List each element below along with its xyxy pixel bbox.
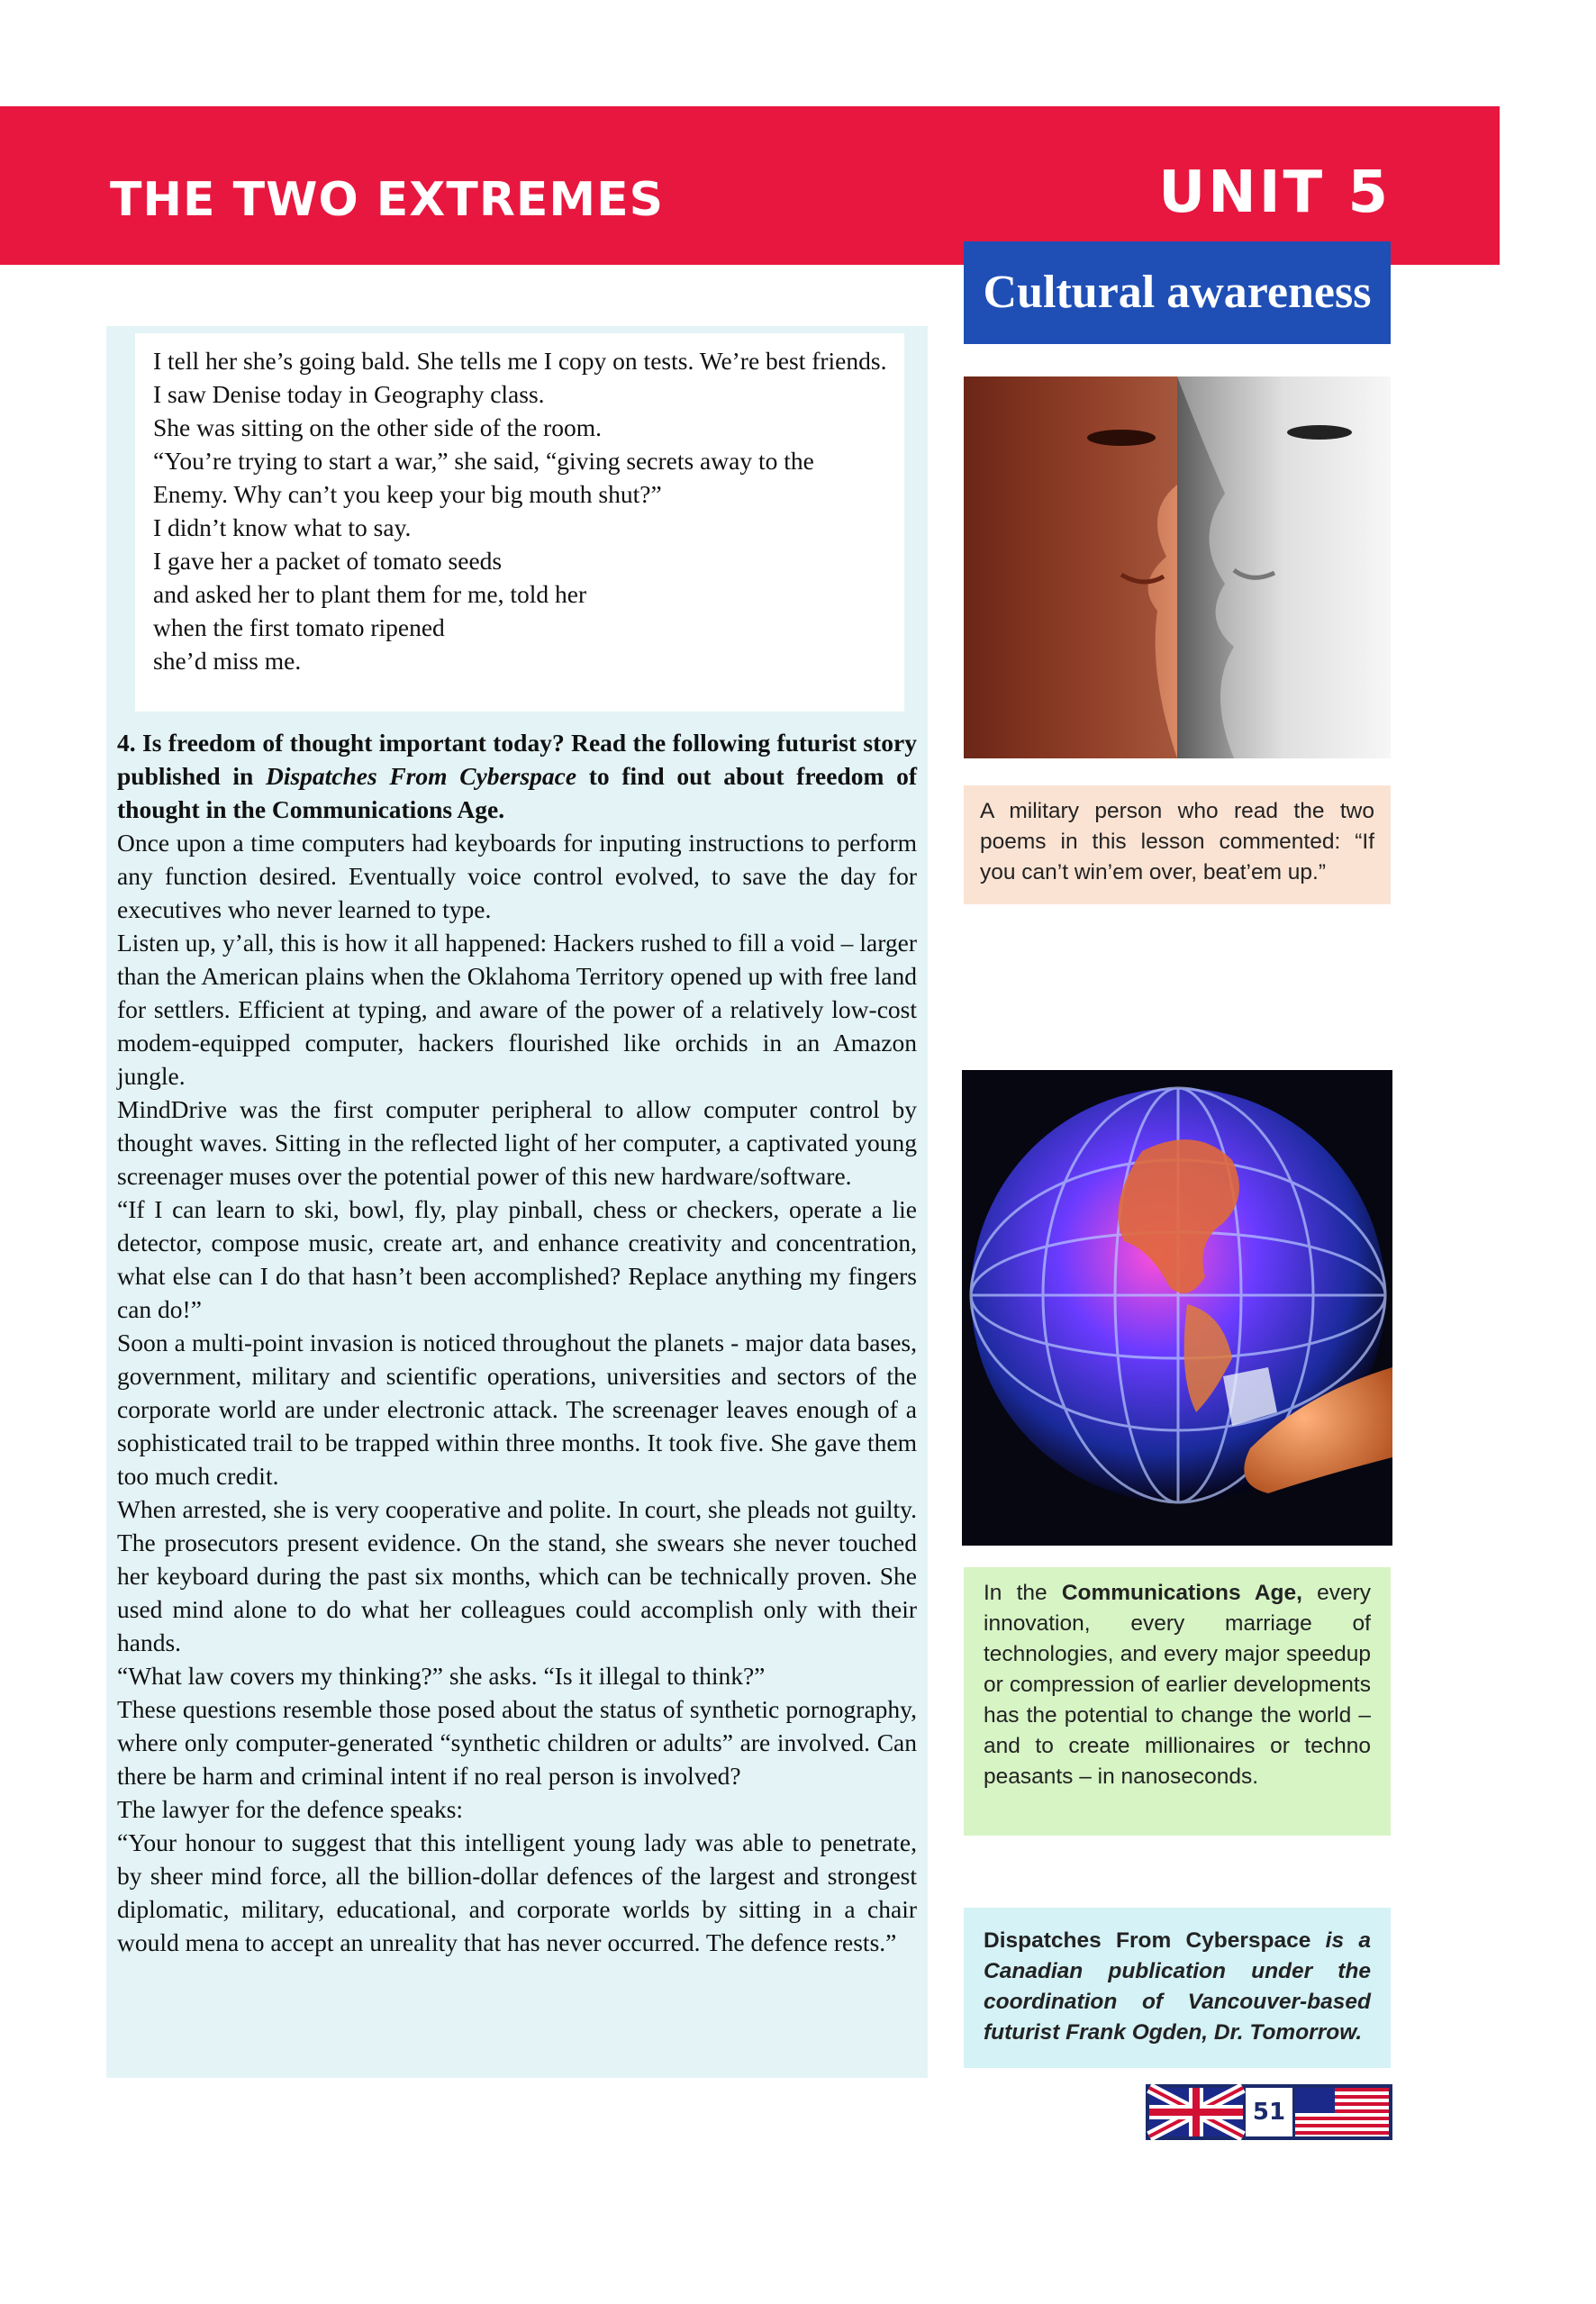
poem-line: I didn’t know what to say.: [153, 513, 412, 541]
article-paragraph: “Your honour to suggest that this intelligent young lady was able to penetrate, by sheer mind force, all the billion-dollar defences of the largest and strongest diplomatic, military, educational, and corporate worlds by sitting in a chair would mena to accept an unreality that has never occurred. The defence rests.”: [117, 1828, 917, 1956]
military-note: A military person who read the two poems in this lesson commented: “If you can’t win’em over, beat’em up.”: [964, 785, 1391, 904]
poem-line: I gave her a packet of tomato seeds: [153, 547, 503, 575]
poem-line: She was sitting on the other side of the room.: [153, 413, 602, 441]
communications-age-note: [964, 1567, 1391, 1836]
page-number: 51: [1246, 2088, 1292, 2136]
article-paragraph: These questions resemble those posed about the status of synthetic pornography, where only computer-generated “synthetic children or adults” are involved. Can there be harm and criminal intent if no real person is involved?: [117, 1695, 917, 1790]
poem-box: [135, 333, 904, 712]
article-paragraph: Soon a multi-point invasion is noticed throughout the planets - major data bases, government, military and scientific operations, universities and sectors of the corporate world are under electronic attack. The screenager leaves enough of a sophisticated trail to be trapped within three months. It took five. She gave them too much credit.: [117, 1329, 917, 1490]
article: [117, 726, 917, 1959]
poem-line: I tell her she’s going bald. She tells me I copy on tests. We’re best friends.: [153, 347, 887, 375]
poem-line: I saw Denise today in Geography class.: [153, 380, 545, 408]
poem-line: when the first tomato ripened: [153, 613, 445, 641]
poem-line: she’d miss me.: [153, 647, 302, 675]
article-paragraph: Once upon a time computers had keyboards for inputing instructions to perform any function desired. Eventually voice control evolved, to save the day for executives who never learned to type.: [117, 829, 917, 923]
note-text: every innovation, every marriage of technologies, and every major speedup or compression of earlier developments has the potential to change the world – and to create millionaires or techno peasants – in nanoseconds.: [984, 1581, 1371, 1789]
section-label: Cultural awareness: [964, 241, 1391, 344]
dispatches-note: [964, 1908, 1391, 2068]
globe-illustration: [962, 1070, 1392, 1546]
article-paragraph: When arrested, she is very cooperative and polite. In court, she pleads not guilty. The prosecutors present evidence. On the stand, she swears she never touched her keyboard during the past six months, which can be technically proven. She used mind alone to do what her colleagues could accomplish only with their hands.: [117, 1495, 917, 1656]
article-paragraph: “What law covers my thinking?” she asks. “Is it illegal to think?”: [117, 1662, 766, 1690]
uk-flag-icon: [1149, 2088, 1243, 2136]
publication-name: Dispatches From Cyberspace: [984, 1928, 1311, 1953]
article-paragraph: “If I can learn to ski, bowl, fly, play pinball, chess or checkers, operate a lie detector, compose music, create art, and enhance creativity and concentration, what else can I do that hasn’t been accomplished? Replace anything my fingers can do!”: [117, 1195, 917, 1323]
question-text: to find out about freedom of thought in the Communications Age.: [117, 762, 917, 823]
two-faces-illustration: [964, 376, 1391, 758]
page-title: THE TWO EXTREMES: [110, 173, 665, 227]
article-paragraph: MindDrive was the first computer peripheral to allow computer control by thought waves. Sitting in the reflected light of her computer, a captivated young screenager muses over the potential power of this new hardware/software.: [117, 1095, 917, 1190]
note-keyword: Communications Age,: [1061, 1581, 1302, 1605]
article-paragraph: The lawyer for the defence speaks:: [117, 1795, 464, 1823]
question-text: 4. Is freedom of thought important today? Read the following futurist story published in: [117, 729, 917, 790]
exercise-question: [117, 726, 917, 826]
note-text: In the: [984, 1581, 1062, 1605]
publication-title: Dispatches From Cyberspace: [265, 762, 577, 790]
poem-line: and asked her to plant them for me, told her: [153, 580, 587, 608]
article-paragraph: Listen up, y’all, this is how it all happened: Hackers rushed to fill a void – larger than the American plains when the Oklahoma Territory opened up with free land for settlers. Efficient at typing, and aware of the power of a relatively low-cost modem-equipped computer, hackers flourished like orchids in an Amazon jungle.: [117, 929, 917, 1090]
unit-label: UNIT 5: [1158, 159, 1391, 226]
note-text: is a Canadian publication under the coordination of Vancouver-based futurist Frank Ogden, Dr. Tomorrow.: [984, 1928, 1371, 2045]
globe-photo: [962, 1070, 1392, 1546]
us-flag-icon: [1295, 2088, 1389, 2136]
two-faces-photo: [964, 376, 1391, 758]
poem-line: “You’re trying to start a war,” she said, “giving secrets away to the Enemy. Why can’t you keep your big mouth shut?”: [153, 447, 814, 508]
